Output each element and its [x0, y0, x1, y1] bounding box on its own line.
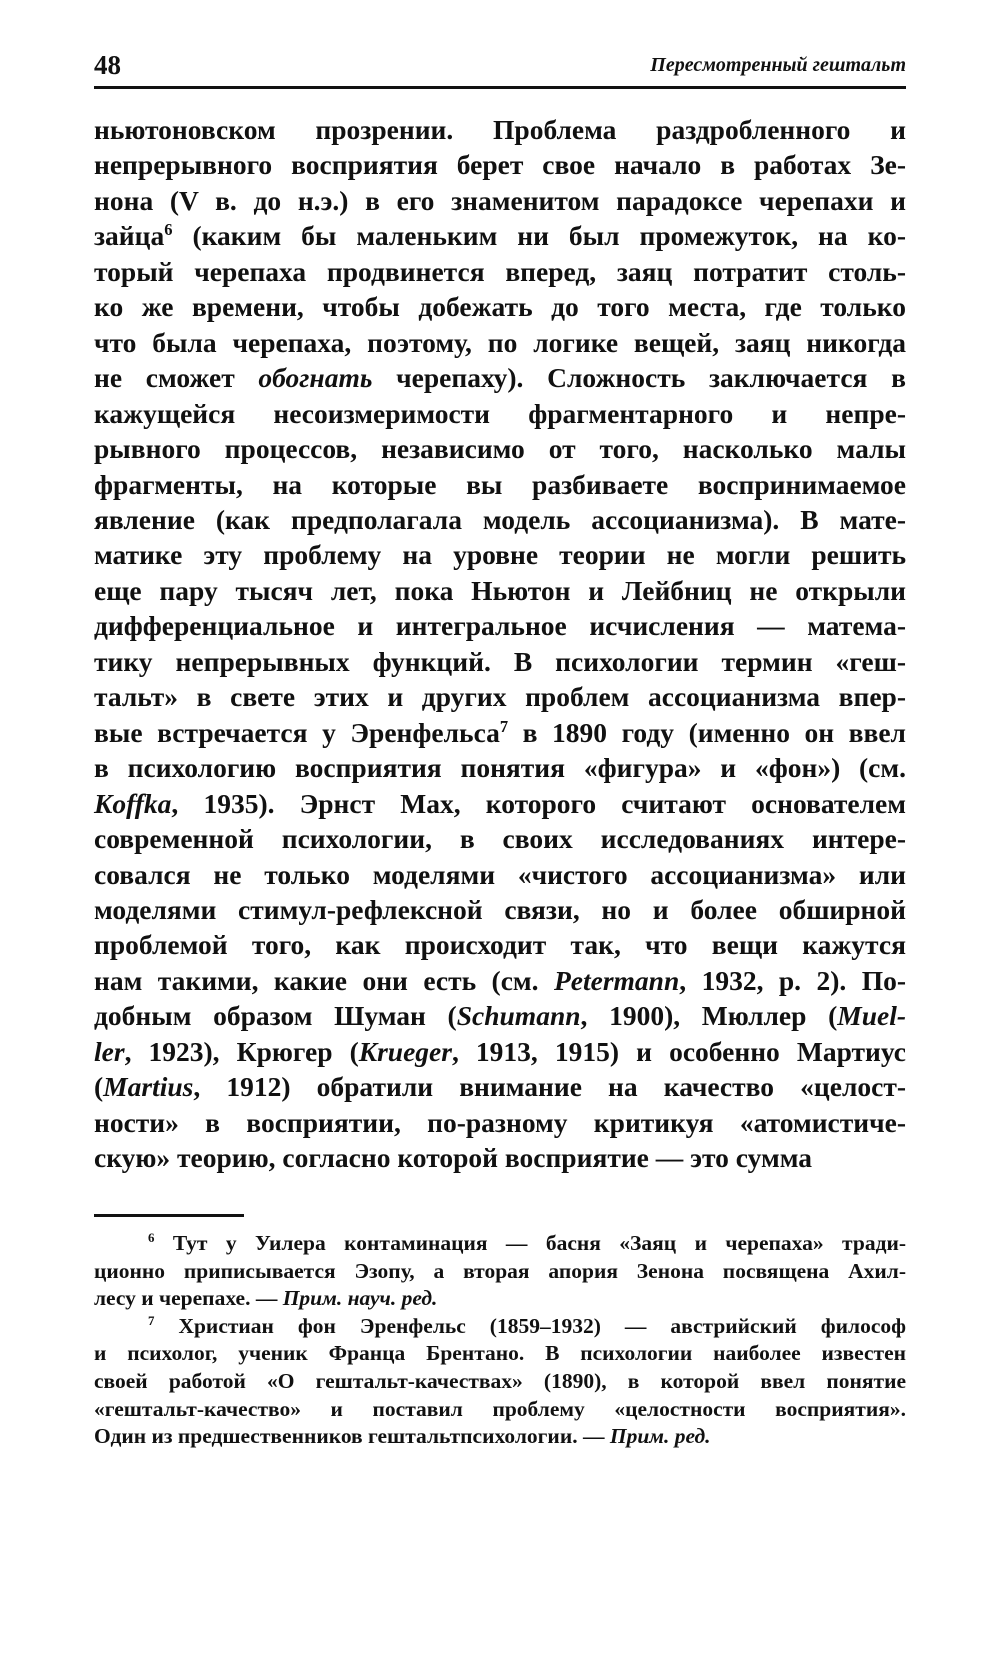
- main-text: [94, 112, 906, 1176]
- text-span: черепаху). Сложность заключается в: [372, 362, 907, 394]
- citation-author: Koffka: [94, 787, 172, 819]
- citation-author: Muel-: [837, 1000, 906, 1032]
- text-span: , 1900), Мюллер (: [580, 1000, 838, 1032]
- text-line: фрагменты, на которые вы разбиваете воспринимаемое: [94, 468, 906, 500]
- text-span: в 1890 году (именно он ввел: [508, 716, 906, 748]
- footnote-6: [94, 1230, 906, 1313]
- text-span: Тут у Уилера контаминация — басня «Заяц и черепаха» тради-: [154, 1231, 906, 1255]
- text-span: (: [94, 1071, 104, 1103]
- citation-author: Schumann: [456, 1000, 581, 1032]
- footnote-line: своей работой «О гештальт-качествах» (1890), в которой ввел понятие: [94, 1368, 906, 1393]
- citation-author: ler: [94, 1035, 125, 1067]
- text-line: в психологию восприятия понятия «фигура» и «фон») (см.: [94, 752, 906, 784]
- text-line: рывного процессов, независимо от того, насколько малы: [94, 433, 906, 465]
- text-span: , 1913, 1915) и особенно Мартиус: [451, 1035, 906, 1067]
- text-line: дифференциальное и интегральное исчисления — матема-: [94, 610, 906, 642]
- text-line: ньютоновском прозрении. Проблема раздробленного и: [94, 114, 906, 145]
- text-line: современной психологии, в своих исследованиях интере-: [94, 823, 906, 855]
- editor-note: Прим. науч. ред.: [282, 1286, 438, 1311]
- page-number: 48: [94, 50, 121, 80]
- footnote-marker: 7: [148, 1313, 155, 1328]
- text-span: Христиан фон Эренфельс (1859–1932) — австрийский философ: [154, 1313, 906, 1338]
- footnote-divider: [94, 1214, 244, 1217]
- text-line: [94, 1069, 906, 1104]
- text-line: ности» в восприятии, по-разному критикуя «атомистиче-: [94, 1106, 906, 1138]
- text-line: нона (V в. до н.э.) в его знаменитом парадоксе черепахи и: [94, 184, 906, 216]
- text-span: лесу и черепахе. —: [94, 1286, 283, 1311]
- text-line: моделями стимул-рефлексной связи, но и более обширной: [94, 893, 906, 925]
- text-line: непрерывного восприятия берет свое начало в работах Зе-: [94, 149, 906, 181]
- text-span: , 1912) обратили внимание на качество «целост-: [193, 1071, 906, 1103]
- text-line: [94, 360, 906, 395]
- text-line: что была черепаха, поэтому, по логике вещей, заяц никогда: [94, 326, 906, 358]
- emphasis: обогнать: [258, 362, 373, 394]
- text-line: скую» теорию, согласно которой восприятие — это сумма: [94, 1142, 813, 1174]
- text-line: проблемой того, как происходит так, что вещи кажутся: [94, 929, 906, 961]
- text-line: [94, 786, 906, 821]
- text-line: [94, 218, 906, 253]
- text-line: тику непрерывных функций. В психологии термин «геш-: [94, 645, 906, 677]
- text-span: не сможет: [94, 362, 259, 394]
- citation-author: Martius: [103, 1071, 194, 1103]
- page-header: [94, 46, 906, 89]
- footnote-line: [94, 1230, 906, 1258]
- citation-author: Krueger: [358, 1035, 452, 1067]
- footnote-line: [94, 1313, 906, 1341]
- running-title: Пересмотренный гештальт: [650, 54, 906, 76]
- footnote-marker: 6: [148, 1230, 155, 1245]
- text-line: еще пару тысяч лет, пока Ньютон и Лейбниц не открыли: [94, 574, 906, 606]
- text-span: зайца: [94, 220, 165, 252]
- text-span: Один из предшественников гештальтпсихологии. —: [94, 1424, 610, 1449]
- text-line: явление (как предполагала модель ассоцианизма). В мате-: [94, 503, 906, 535]
- text-line: [94, 998, 906, 1033]
- text-span: , 1935). Эрнст Мах, которого считают основателем: [171, 787, 906, 819]
- text-span: добным образом Шуман (: [94, 1000, 457, 1032]
- text-line: торый черепаха продвинется вперед, заяц потратит столь-: [94, 255, 906, 287]
- text-line: совался не только моделями «чистого ассоцианизма» или: [94, 858, 906, 890]
- footnote-line: ционно приписывается Эзопу, а вторая апория Зенона посвящена Ахил-: [94, 1258, 906, 1283]
- text-span: нам такими, какие они есть (см.: [94, 964, 554, 996]
- text-line: ко же времени, чтобы добежать до того места, где только: [94, 291, 906, 323]
- editor-note: Прим. ред.: [609, 1424, 711, 1449]
- text-line: [94, 1034, 906, 1069]
- text-span: вые встречается у Эренфельса: [94, 716, 500, 748]
- footnote-7: [94, 1313, 906, 1451]
- text-line: тальт» в свете этих и других проблем ассоцианизма впер-: [94, 681, 906, 713]
- footnote-ref-6[interactable]: 6: [164, 220, 173, 240]
- text-line: [94, 715, 906, 750]
- text-line: матике эту проблему на уровне теории не могли решить: [94, 539, 906, 571]
- footnote-ref-7[interactable]: 7: [499, 716, 509, 736]
- footnote-line: [94, 1423, 906, 1451]
- footnotes: [94, 1230, 906, 1451]
- text-span: , 1923), Крюгер (: [124, 1035, 359, 1067]
- text-line: кажущейся несоизмеримости фрагментарного и непре-: [94, 397, 906, 429]
- text-span: (каким бы маленьким ни был промежуток, на ко-: [172, 220, 906, 252]
- footnote-line: и психолог, ученик Франца Брентано. В психологии наиболее известен: [94, 1341, 906, 1366]
- footnote-line: [94, 1285, 906, 1313]
- text-line: [94, 963, 906, 998]
- citation-author: Petermann: [553, 964, 680, 996]
- text-span: , 1932, p. 2). По-: [679, 964, 906, 996]
- footnote-line: «гештальт-качество» и поставил проблему «целостности восприятия».: [94, 1396, 906, 1421]
